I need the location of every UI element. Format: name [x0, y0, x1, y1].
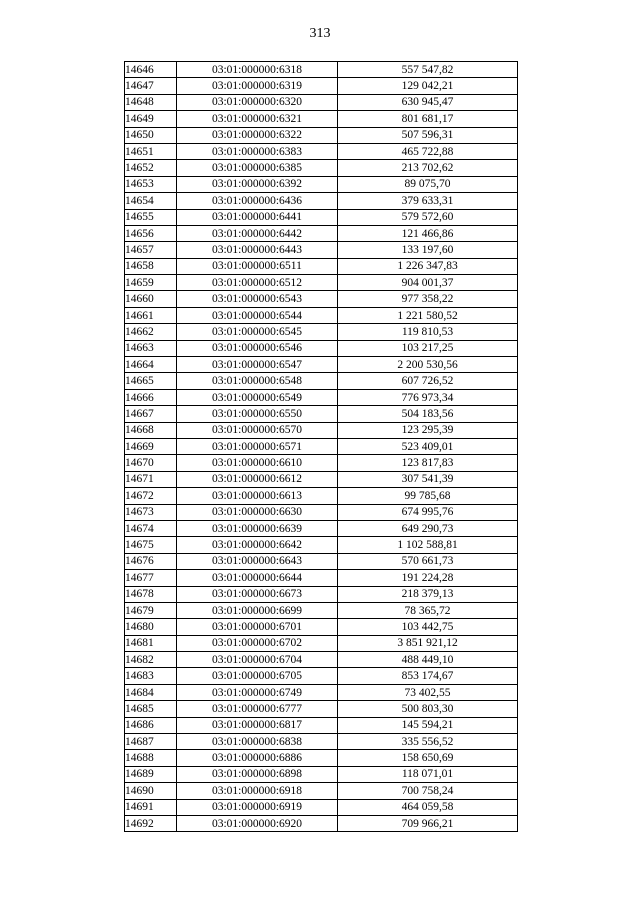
row-number-cell: 14653: [125, 176, 177, 192]
value-cell: 89 075,70: [338, 176, 518, 192]
table-row: [125, 438, 518, 454]
value-cell: 213 702,62: [338, 160, 518, 176]
table-row: [125, 717, 518, 733]
table-row: [125, 422, 518, 438]
value-cell: 158 650,69: [338, 750, 518, 766]
table-row: [125, 537, 518, 553]
row-number-cell: 14672: [125, 488, 177, 504]
cadastral-number-cell: 03:01:000000:6546: [177, 340, 338, 356]
table-row: [125, 520, 518, 536]
table-row: [125, 357, 518, 373]
table-row: [125, 291, 518, 307]
row-number-cell: 14687: [125, 734, 177, 750]
row-number-cell: 14684: [125, 684, 177, 700]
row-number-cell: 14677: [125, 570, 177, 586]
table-row: [125, 455, 518, 471]
row-number-cell: 14691: [125, 799, 177, 815]
value-cell: 557 547,82: [338, 62, 518, 78]
row-number-cell: 14662: [125, 324, 177, 340]
row-number-cell: 14647: [125, 78, 177, 94]
row-number-cell: 14664: [125, 357, 177, 373]
cadastral-number-cell: 03:01:000000:6322: [177, 127, 338, 143]
row-number-cell: 14673: [125, 504, 177, 520]
row-number-cell: 14652: [125, 160, 177, 176]
table-row: [125, 373, 518, 389]
value-cell: 123 817,83: [338, 455, 518, 471]
table-row: [125, 602, 518, 618]
cadastral-number-cell: 03:01:000000:6550: [177, 406, 338, 422]
table-row: [125, 553, 518, 569]
value-cell: 464 059,58: [338, 799, 518, 815]
value-cell: 3 851 921,12: [338, 635, 518, 651]
cadastral-number-cell: 03:01:000000:6898: [177, 766, 338, 782]
cadastral-number-cell: 03:01:000000:6918: [177, 783, 338, 799]
row-number-cell: 14690: [125, 783, 177, 799]
value-cell: 500 803,30: [338, 701, 518, 717]
table-row: [125, 652, 518, 668]
table-row: [125, 225, 518, 241]
value-cell: 504 183,56: [338, 406, 518, 422]
row-number-cell: 14650: [125, 127, 177, 143]
cadastral-number-cell: 03:01:000000:6701: [177, 619, 338, 635]
value-cell: 904 001,37: [338, 275, 518, 291]
value-cell: 73 402,55: [338, 684, 518, 700]
row-number-cell: 14658: [125, 258, 177, 274]
cadastral-value-table: [124, 61, 518, 832]
row-number-cell: 14666: [125, 389, 177, 405]
value-cell: 630 945,47: [338, 94, 518, 110]
cadastral-number-cell: 03:01:000000:6570: [177, 422, 338, 438]
value-cell: 307 541,39: [338, 471, 518, 487]
cadastral-number-cell: 03:01:000000:6920: [177, 815, 338, 831]
value-cell: 801 681,17: [338, 111, 518, 127]
cadastral-number-cell: 03:01:000000:6319: [177, 78, 338, 94]
value-cell: 335 556,52: [338, 734, 518, 750]
value-cell: 121 466,86: [338, 225, 518, 241]
table-row: [125, 209, 518, 225]
value-cell: 119 810,53: [338, 324, 518, 340]
table-row: [125, 160, 518, 176]
cadastral-number-cell: 03:01:000000:6383: [177, 143, 338, 159]
table-row: [125, 799, 518, 815]
cadastral-number-cell: 03:01:000000:6443: [177, 242, 338, 258]
row-number-cell: 14654: [125, 193, 177, 209]
table-row: [125, 193, 518, 209]
table-row: [125, 586, 518, 602]
row-number-cell: 14663: [125, 340, 177, 356]
table-row: [125, 324, 518, 340]
row-number-cell: 14676: [125, 553, 177, 569]
row-number-cell: 14682: [125, 652, 177, 668]
value-cell: 488 449,10: [338, 652, 518, 668]
value-cell: 191 224,28: [338, 570, 518, 586]
row-number-cell: 14689: [125, 766, 177, 782]
table-row: [125, 815, 518, 831]
cadastral-number-cell: 03:01:000000:6320: [177, 94, 338, 110]
value-cell: 700 758,24: [338, 783, 518, 799]
row-number-cell: 14680: [125, 619, 177, 635]
row-number-cell: 14688: [125, 750, 177, 766]
value-cell: 1 221 580,52: [338, 307, 518, 323]
cadastral-number-cell: 03:01:000000:6385: [177, 160, 338, 176]
cadastral-number-cell: 03:01:000000:6549: [177, 389, 338, 405]
cadastral-number-cell: 03:01:000000:6548: [177, 373, 338, 389]
value-cell: 853 174,67: [338, 668, 518, 684]
cadastral-number-cell: 03:01:000000:6544: [177, 307, 338, 323]
row-number-cell: 14667: [125, 406, 177, 422]
page-number: 313: [309, 26, 331, 41]
row-number-cell: 14679: [125, 602, 177, 618]
value-cell: 133 197,60: [338, 242, 518, 258]
table-row: [125, 684, 518, 700]
value-cell: 78 365,72: [338, 602, 518, 618]
table-row: [125, 78, 518, 94]
value-cell: 129 042,21: [338, 78, 518, 94]
cadastral-number-cell: 03:01:000000:6702: [177, 635, 338, 651]
value-cell: 99 785,68: [338, 488, 518, 504]
table-row: [125, 242, 518, 258]
cadastral-number-cell: 03:01:000000:6749: [177, 684, 338, 700]
table-row: [125, 275, 518, 291]
row-number-cell: 14649: [125, 111, 177, 127]
table-body: [125, 62, 518, 832]
cadastral-number-cell: 03:01:000000:6547: [177, 357, 338, 373]
value-cell: 103 442,75: [338, 619, 518, 635]
table-row: [125, 471, 518, 487]
table-row: [125, 734, 518, 750]
cadastral-number-cell: 03:01:000000:6543: [177, 291, 338, 307]
row-number-cell: 14692: [125, 815, 177, 831]
row-number-cell: 14678: [125, 586, 177, 602]
cadastral-number-cell: 03:01:000000:6512: [177, 275, 338, 291]
cadastral-number-cell: 03:01:000000:6704: [177, 652, 338, 668]
row-number-cell: 14675: [125, 537, 177, 553]
cadastral-number-cell: 03:01:000000:6886: [177, 750, 338, 766]
row-number-cell: 14681: [125, 635, 177, 651]
cadastral-number-cell: 03:01:000000:6610: [177, 455, 338, 471]
cadastral-number-cell: 03:01:000000:6630: [177, 504, 338, 520]
table-row: [125, 62, 518, 78]
cadastral-number-cell: 03:01:000000:6545: [177, 324, 338, 340]
cadastral-number-cell: 03:01:000000:6392: [177, 176, 338, 192]
table-row: [125, 143, 518, 159]
value-cell: 379 633,31: [338, 193, 518, 209]
row-number-cell: 14665: [125, 373, 177, 389]
value-cell: 2 200 530,56: [338, 357, 518, 373]
row-number-cell: 14660: [125, 291, 177, 307]
row-number-cell: 14671: [125, 471, 177, 487]
value-cell: 1 102 588,81: [338, 537, 518, 553]
table-row: [125, 340, 518, 356]
cadastral-number-cell: 03:01:000000:6919: [177, 799, 338, 815]
row-number-cell: 14656: [125, 225, 177, 241]
table-row: [125, 766, 518, 782]
table-row: [125, 176, 518, 192]
cadastral-number-cell: 03:01:000000:6777: [177, 701, 338, 717]
cadastral-number-cell: 03:01:000000:6639: [177, 520, 338, 536]
cadastral-number-cell: 03:01:000000:6442: [177, 225, 338, 241]
value-cell: 465 722,88: [338, 143, 518, 159]
table-row: [125, 488, 518, 504]
row-number-cell: 14674: [125, 520, 177, 536]
table-row: [125, 783, 518, 799]
value-cell: 977 358,22: [338, 291, 518, 307]
table-row: [125, 389, 518, 405]
row-number-cell: 14683: [125, 668, 177, 684]
table-row: [125, 258, 518, 274]
cadastral-number-cell: 03:01:000000:6644: [177, 570, 338, 586]
value-cell: 123 295,39: [338, 422, 518, 438]
row-number-cell: 14668: [125, 422, 177, 438]
cadastral-number-cell: 03:01:000000:6699: [177, 602, 338, 618]
row-number-cell: 14669: [125, 438, 177, 454]
row-number-cell: 14648: [125, 94, 177, 110]
value-cell: 523 409,01: [338, 438, 518, 454]
cadastral-number-cell: 03:01:000000:6321: [177, 111, 338, 127]
row-number-cell: 14686: [125, 717, 177, 733]
row-number-cell: 14661: [125, 307, 177, 323]
table-row: [125, 127, 518, 143]
cadastral-number-cell: 03:01:000000:6511: [177, 258, 338, 274]
table-row: [125, 307, 518, 323]
value-cell: 579 572,60: [338, 209, 518, 225]
row-number-cell: 14651: [125, 143, 177, 159]
row-number-cell: 14685: [125, 701, 177, 717]
table-row: [125, 619, 518, 635]
value-cell: 649 290,73: [338, 520, 518, 536]
value-cell: 218 379,13: [338, 586, 518, 602]
table-row: [125, 750, 518, 766]
value-cell: 607 726,52: [338, 373, 518, 389]
cadastral-number-cell: 03:01:000000:6817: [177, 717, 338, 733]
value-cell: 103 217,25: [338, 340, 518, 356]
cadastral-number-cell: 03:01:000000:6673: [177, 586, 338, 602]
value-cell: 507 596,31: [338, 127, 518, 143]
row-number-cell: 14659: [125, 275, 177, 291]
table-row: [125, 504, 518, 520]
cadastral-number-cell: 03:01:000000:6643: [177, 553, 338, 569]
cadastral-number-cell: 03:01:000000:6441: [177, 209, 338, 225]
cadastral-number-cell: 03:01:000000:6642: [177, 537, 338, 553]
cadastral-number-cell: 03:01:000000:6436: [177, 193, 338, 209]
table-row: [125, 701, 518, 717]
value-cell: 570 661,73: [338, 553, 518, 569]
table-row: [125, 635, 518, 651]
table-row: [125, 668, 518, 684]
cadastral-number-cell: 03:01:000000:6612: [177, 471, 338, 487]
value-cell: 776 973,34: [338, 389, 518, 405]
table-row: [125, 570, 518, 586]
row-number-cell: 14646: [125, 62, 177, 78]
cadastral-number-cell: 03:01:000000:6838: [177, 734, 338, 750]
row-number-cell: 14655: [125, 209, 177, 225]
cadastral-number-cell: 03:01:000000:6705: [177, 668, 338, 684]
table-row: [125, 111, 518, 127]
table-row: [125, 406, 518, 422]
value-cell: 118 071,01: [338, 766, 518, 782]
cadastral-number-cell: 03:01:000000:6613: [177, 488, 338, 504]
value-cell: 145 594,21: [338, 717, 518, 733]
row-number-cell: 14670: [125, 455, 177, 471]
row-number-cell: 14657: [125, 242, 177, 258]
cadastral-number-cell: 03:01:000000:6318: [177, 62, 338, 78]
value-cell: 674 995,76: [338, 504, 518, 520]
value-cell: 1 226 347,83: [338, 258, 518, 274]
value-cell: 709 966,21: [338, 815, 518, 831]
table-row: [125, 94, 518, 110]
cadastral-number-cell: 03:01:000000:6571: [177, 438, 338, 454]
